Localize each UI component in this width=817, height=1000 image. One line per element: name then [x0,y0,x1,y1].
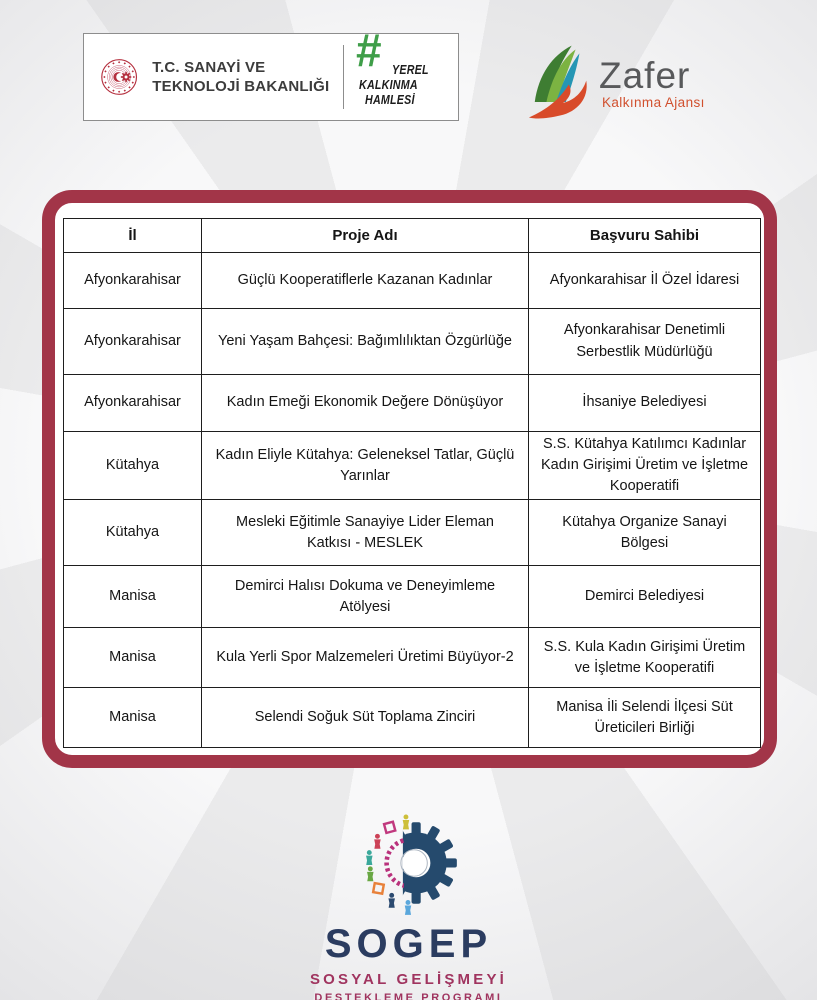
sogep-subtitle-2: DESTEKLEME PROGRAMI [314,992,503,1000]
projects-table-frame [42,190,777,768]
cell-il: Afyonkarahisar [64,253,202,309]
sogep-gear-icon [353,812,465,918]
hamle-line2: KALKINMA [359,77,418,92]
ministry-logo-box [83,24,459,121]
cell-basvuru-sahibi: Afyonkarahisar İl Özel İdaresi [529,253,761,309]
ministry-name-line2: TEKNOLOJİ BAKANLIĞI [152,78,330,95]
table-row [64,309,761,375]
table-row [64,500,761,566]
sogep-logo [0,812,817,1000]
cell-proje-adi: Demirci Halısı Dokuma ve Deneyimleme Atölyesi [202,566,529,628]
hamle-line1: YEREL [392,62,429,77]
cell-il: Manisa [64,628,202,688]
table-body [64,253,761,748]
cell-proje-adi: Güçlü Kooperatiflerle Kazanan Kadınlar [202,253,529,309]
cell-basvuru-sahibi: S.S. Kütahya Katılımcı Kadınlar Kadın Girişimi Üretim ve İşletme Kooperatifi [529,432,761,500]
col-header-basvuru-sahibi: Başvuru Sahibi [529,219,761,253]
sogep-subtitle-1: SOSYAL GELİŞMEYİ [309,971,508,988]
ministry-name [152,58,329,97]
cell-basvuru-sahibi: Afyonkarahisar Denetimli Serbestlik Müdürlüğü [529,309,761,375]
hashtag-icon: # [356,24,382,76]
table-row [64,375,761,432]
sogep-acronym: SOGEP [324,922,493,966]
zafer-subtitle: Kalkınma Ajansı [602,94,705,110]
ministry-name-line1: T.C. SANAYİ VE [152,58,266,76]
cell-il: Afyonkarahisar [64,309,202,375]
cell-basvuru-sahibi: Kütahya Organize Sanayi Bölgesi [529,500,761,566]
zafer-sail-icon [527,41,595,125]
cell-proje-adi: Yeni Yaşam Bahçesi: Bağımlılıktan Özgürlüğe [202,309,529,375]
cell-il: Kütahya [64,500,202,566]
zafer-logo [527,40,705,126]
cell-proje-adi: Kula Yerli Spor Malzemeleri Üretimi Büyüyor-2 [202,628,529,688]
cell-proje-adi: Kadın Emeği Ekonomik Değere Dönüşüyor [202,375,529,432]
logo-divider [343,45,344,109]
hamle-line3: HAMLESİ [365,92,415,107]
table-row [64,432,761,500]
cell-basvuru-sahibi: S.S. Kula Kadın Girişimi Üretim ve İşletme Kooperatifi [529,628,761,688]
hamle-logo [356,24,448,113]
ministry-emblem-icon [96,39,142,115]
col-header-il: İl [64,219,202,253]
cell-basvuru-sahibi: Manisa İli Selendi İlçesi Süt Üreticileri Birliği [529,688,761,748]
cell-proje-adi: Selendi Soğuk Süt Toplama Zinciri [202,688,529,748]
cell-il: Kütahya [64,432,202,500]
table-header-row [64,219,761,253]
col-header-proje-adi: Proje Adı [202,219,529,253]
table-row [64,688,761,748]
table-row [64,628,761,688]
cell-proje-adi: Kadın Eliyle Kütahya: Geleneksel Tatlar, Güçlü Yarınlar [202,432,529,500]
projects-table [63,218,761,748]
cell-basvuru-sahibi: İhsaniye Belediyesi [529,375,761,432]
table-row [64,566,761,628]
cell-il: Manisa [64,566,202,628]
cell-proje-adi: Mesleki Eğitimle Sanayiye Lider Eleman Katkısı - MESLEK [202,500,529,566]
cell-il: Manisa [64,688,202,748]
table-row [64,253,761,309]
cell-il: Afyonkarahisar [64,375,202,432]
zafer-name: Zafer [599,54,691,96]
cell-basvuru-sahibi: Demirci Belediyesi [529,566,761,628]
